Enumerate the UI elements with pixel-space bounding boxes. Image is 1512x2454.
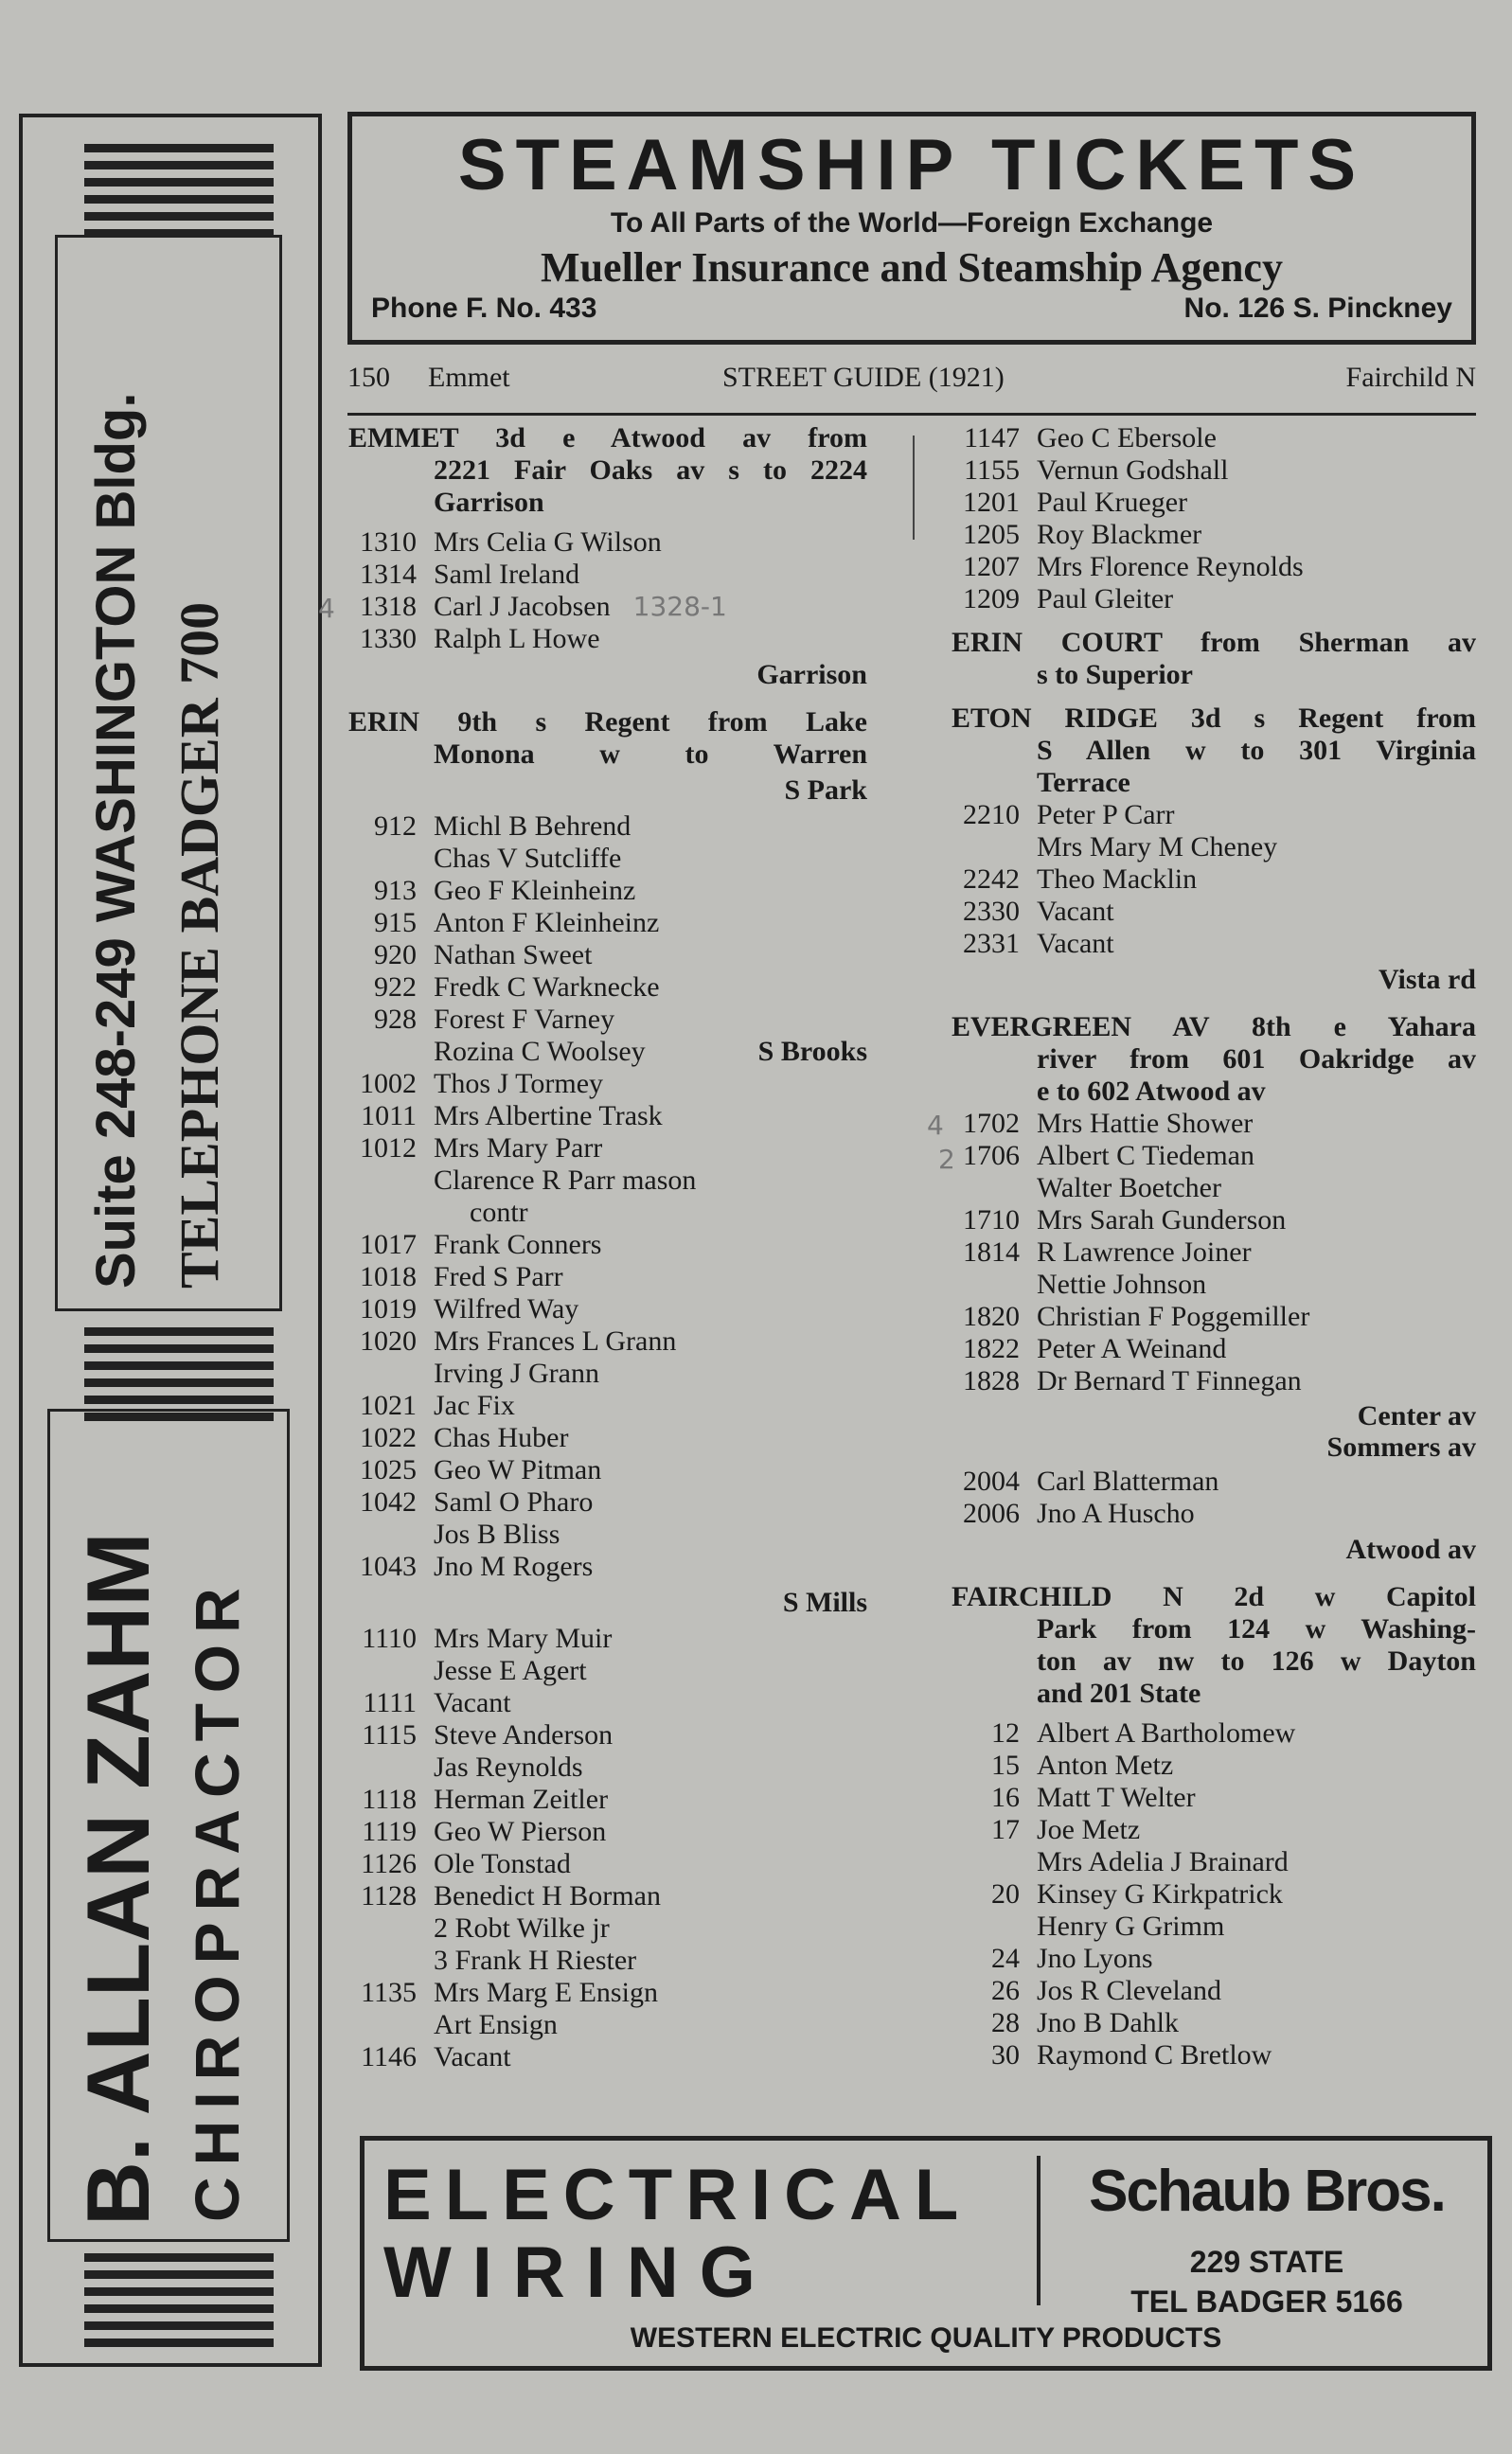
list-item: 1012 Mrs Mary Parr [360, 1132, 603, 1164]
electrical-wiring-ad [360, 2136, 1492, 2371]
agency-address: No. 126 S. Pinckney [1183, 293, 1452, 324]
list-item: 1147 Geo C Ebersole [964, 422, 1217, 453]
list-item: Mrs Mary M Cheney [1037, 831, 1278, 862]
list-item: 2210 Peter P Carr [963, 799, 1175, 830]
list-item: Jos B Bliss [434, 1519, 560, 1550]
ad-divider [1037, 2156, 1041, 2305]
list-item: Clarence R Parr mason [434, 1165, 697, 1196]
decorative-bars-bottom [84, 2253, 274, 2356]
cross-street: Sommers av [1326, 1432, 1476, 1463]
ad-tagline: WESTERN ELECTRIC QUALITY PRODUCTS [630, 2322, 1222, 2354]
list-item: 920 Nathan Sweet [374, 939, 593, 970]
list-item: 1017 Frank Conners [360, 1229, 602, 1260]
list-item: 915 Anton F Kleinheinz [374, 907, 660, 938]
list-item: 16 Matt T Welter [991, 1782, 1196, 1813]
first-street: Emmet [428, 362, 510, 393]
list-item: 12 Albert A Bartholomew [991, 1717, 1296, 1749]
list-item: 2 1706 Albert C Tiedeman [938, 1140, 1254, 1175]
list-item: 30 Raymond C Bretlow [991, 2039, 1272, 2071]
left-column [318, 422, 867, 2073]
steamship-ad [347, 112, 1476, 345]
list-item: 913 Geo F Kleinheinz [374, 875, 636, 906]
header-rule [347, 413, 1476, 416]
right-column [927, 422, 1476, 2072]
cross-street: S Park [784, 774, 867, 806]
left-vertical-ad [19, 114, 322, 2367]
list-item: 1822 Peter A Weinand [963, 1333, 1227, 1364]
cross-street: S Mills [782, 1587, 867, 1618]
list-item: 1119 Geo W Pierson [362, 1816, 607, 1847]
list-item: 1002 Thos J Tormey [360, 1068, 604, 1099]
list-item: 2242 Theo Macklin [963, 863, 1198, 895]
steamship-title: STEAMSHIP TICKETS [457, 125, 1366, 205]
street-heading-emmet: EMMET 3d e Atwood av from 2221 Fair Oaks av s to 2224 Garrison [348, 422, 867, 518]
guide-title: STREET GUIDE (1921) [722, 362, 1005, 393]
list-item: 1155 Vernun Godshall [964, 454, 1229, 486]
agency-phone: Phone F. No. 433 [371, 293, 597, 324]
list-item: Rozina C Woolsey [434, 1036, 646, 1067]
list-item: Jas Reynolds [434, 1752, 583, 1783]
list-item: 1201 Paul Krueger [963, 487, 1188, 518]
cross-street: Garrison [756, 659, 867, 690]
list-item: 1710 Mrs Sarah Gunderson [963, 1204, 1287, 1236]
list-item: 1111 Vacant [363, 1687, 511, 1718]
handwritten-mark: 4 [318, 593, 335, 624]
list-item: 1043 Jno M Rogers [360, 1551, 594, 1582]
list-item: Walter Boetcher [1037, 1172, 1221, 1203]
list-item: Henry G Grimm [1037, 1911, 1225, 1942]
list-item: 1025 Geo W Pitman [360, 1454, 602, 1485]
list-item: 1330 Ralph L Howe [360, 623, 600, 654]
list-item: 2004 Carl Blatterman [963, 1466, 1219, 1497]
list-item: Irving J Grann [434, 1358, 599, 1389]
list-item: 1820 Christian F Poggemiller [963, 1301, 1310, 1332]
list-item: Art Ensign [434, 2009, 558, 2040]
telephone-text: TELEPHONE BADGER 700 [169, 601, 230, 1289]
list-item: 3 Frank H Riester [434, 1945, 637, 1976]
list-item: 28 Jno B Dahlk [991, 2007, 1179, 2038]
cross-street: Vista rd [1378, 964, 1476, 995]
list-item: 1126 Ole Tonstad [361, 1848, 571, 1879]
chiropractor-box [47, 1409, 290, 2242]
street-heading-fairchild: FAIRCHILD N 2d w Capitol Park from 124 w Washing- ton av nw to 126 w Dayton and 201 State [952, 1581, 1476, 1709]
suite-box [55, 235, 282, 1311]
list-item: 1310 Mrs Celia G Wilson [360, 526, 662, 558]
handwritten-note: 1328-1 [632, 591, 727, 622]
page-number: 150 [347, 362, 390, 393]
cross-street: S Brooks [757, 1036, 867, 1067]
list-item: 1314 Saml Ireland [360, 559, 580, 590]
street-heading-erin-court: ERIN COURT from Sherman av s to Superior [952, 627, 1476, 690]
list-item: 1020 Mrs Frances L Grann [360, 1325, 677, 1357]
list-item: 24 Jno Lyons [991, 1943, 1153, 1974]
agency-name: Mueller Insurance and Steamship Agency [541, 244, 1283, 291]
steamship-subtitle: To All Parts of the World—Foreign Exchange [610, 207, 1214, 239]
list-item: 928 Forest F Varney [374, 1004, 615, 1035]
suite-text: Suite 248-249 WASHINGTON Bldg. [85, 392, 147, 1289]
list-item: 1118 Herman Zeitler [362, 1784, 609, 1815]
list-item: 17 Joe Metz [991, 1814, 1141, 1845]
page-header [347, 362, 1476, 398]
continuation-text: contr [470, 1197, 528, 1228]
list-item: 1828 Dr Bernard T Finnegan [963, 1365, 1302, 1396]
list-item: 1814 R Lawrence Joiner [963, 1236, 1252, 1268]
street-heading-erin: ERIN 9th s Regent from Lake Monona w to Warren [348, 706, 867, 770]
column-divider [913, 436, 915, 540]
cross-street: Atwood av [1345, 1534, 1476, 1565]
street-heading-evergreen: EVERGREEN AV 8th e Yahara river from 601 Oakridge av e to 602 Atwood av [952, 1011, 1476, 1107]
list-item: 1042 Saml O Pharo [360, 1486, 594, 1518]
list-item: 1021 Jac Fix [360, 1390, 515, 1421]
decorative-bars-top [84, 144, 274, 246]
list-item: 2006 Jno A Huscho [963, 1498, 1195, 1529]
electrical-text: ELECTRICAL [383, 2155, 972, 2235]
list-item: Nettie Johnson [1037, 1269, 1207, 1300]
list-item: 922 Fredk C Warknecke [374, 971, 660, 1003]
list-item: 2 Robt Wilke jr [434, 1912, 610, 1944]
company-name: Schaub Bros. [1089, 2159, 1445, 2224]
list-item: 1128 Benedict H Borman [361, 1880, 661, 1912]
list-item: 1207 Mrs Florence Reynolds [963, 551, 1304, 582]
list-item: 1110 Mrs Mary Muir [362, 1623, 613, 1654]
list-item: 1018 Fred S Parr [360, 1261, 563, 1292]
list-item: 1205 Roy Blackmer [963, 519, 1202, 550]
list-item: Jesse E Agert [434, 1655, 587, 1686]
list-item: 4 1318 Carl J Jacobsen 1328-1 [318, 591, 727, 624]
company-phone: TEL BADGER 5166 [1130, 2285, 1403, 2319]
list-item: 1115 Steve Anderson [362, 1719, 614, 1751]
list-item: 4 1702 Mrs Hattie Shower [927, 1108, 1254, 1141]
chiropractor-profession: CHIROPRACTOR [182, 1576, 252, 2222]
list-item: 1135 Mrs Marg E Ensign [361, 1977, 658, 2008]
wiring-text: WIRING [383, 2232, 776, 2313]
chiropractor-name: B. ALLAN ZAHM [68, 1532, 168, 2226]
last-street: Fairchild N [1345, 362, 1476, 393]
list-item: 1022 Chas Huber [360, 1422, 569, 1453]
company-address: 229 STATE [1189, 2245, 1344, 2279]
list-item: 1011 Mrs Albertine Trask [361, 1100, 663, 1131]
handwritten-mark: 4 [927, 1110, 944, 1141]
list-item: 912 Michl B Behrend [374, 810, 631, 842]
street-heading-eton-ridge: ETON RIDGE 3d s Regent from S Allen w to 301 Virginia Terrace [952, 702, 1476, 798]
list-item: 15 Anton Metz [991, 1750, 1174, 1781]
cross-street: Center av [1357, 1400, 1476, 1432]
list-item: 2330 Vacant [963, 896, 1114, 927]
list-item: Mrs Adelia J Brainard [1037, 1846, 1289, 1877]
list-item: 1019 Wilfred Way [360, 1293, 579, 1325]
handwritten-mark: 2 [938, 1144, 955, 1175]
list-item: 20 Kinsey G Kirkpatrick [991, 1878, 1283, 1910]
list-item: 1146 Vacant [361, 2041, 511, 2072]
list-item: 1209 Paul Gleiter [963, 583, 1174, 614]
list-item: 26 Jos R Cleveland [991, 1975, 1221, 2006]
list-item: Chas V Sutcliffe [434, 843, 622, 874]
list-item: 2331 Vacant [963, 928, 1114, 959]
